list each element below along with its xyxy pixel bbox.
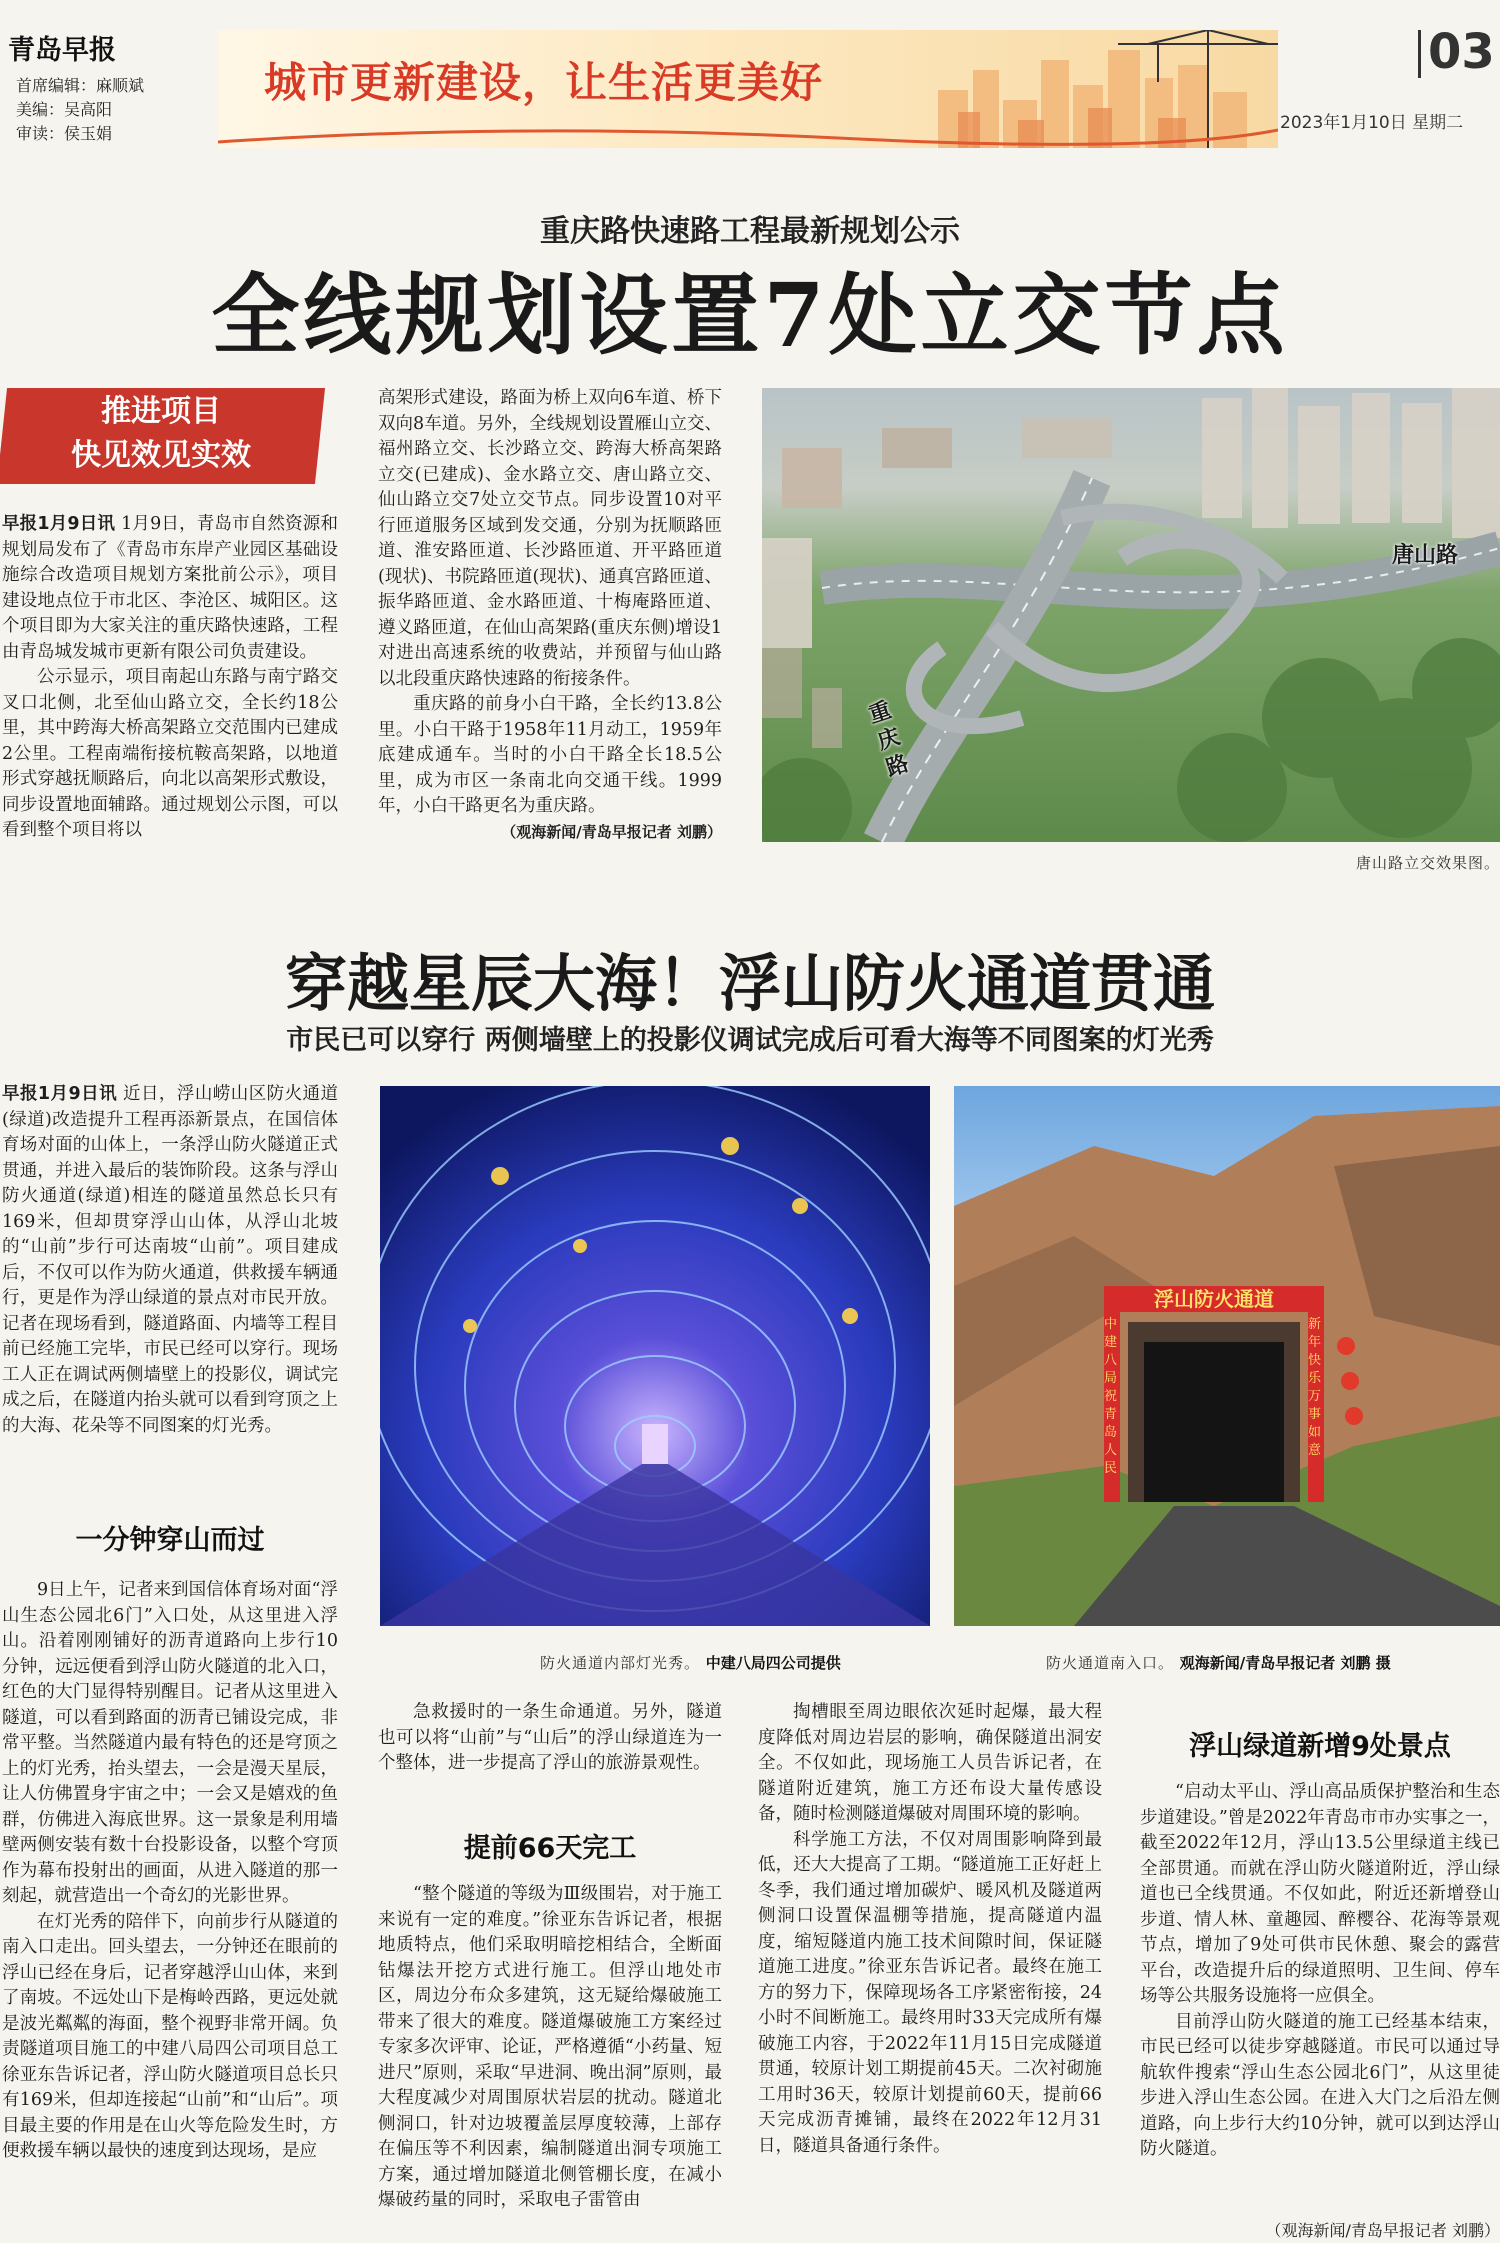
article1-dateline: 早报1月9日讯 [2,514,116,534]
tag-line-1: 推进项目 [101,394,221,429]
page-divider [1418,30,1421,78]
article2-headline: 穿越星辰大海！浮山防火通道贯通 [284,947,1215,1020]
article2-col1-p1: 近日，浮山崂山区防火通道(绿道)改造提升工程再添新景点，在国信体育场对面的山体上，一条浮山防火隧道正式贯通，并进入最后的装饰阶段。这条与浮山防火通道(绿道)相连的隧道虽然总长只有169米，但却贯穿浮山山体，从浮山北坡的“山前”步行可达南坡“山前”。项目建成后，不仅可以作为防火通道，供救援车辆通行，更是作为浮山绿道的景点对市民开放。记者在现场看到，隧道路面、内墙等工程目前已经施工完毕，市民已经可以穿行。现场工人正在调试两侧墙壁上的投影仪，调试完成之后，在隧道内抬头就可以看到穹顶之上的大海、花朵等不同图案的灯光秀。 [2,1084,338,1436]
credit-editor: 首席编辑：麻顺斌 [16,76,145,95]
article2-col1-p3: 在灯光秀的陪伴下，向前步行从隧道的南入口走出。回头望去，一分钟还在眼前的浮山已经在身后，记者穿越浮山山体，来到了南坡。不远处山下是梅岭西路，更远处就是波光粼粼的海面，整个视野非常开阔。负责隧道项目施工的中建八局四公司项目总工徐亚东告诉记者，浮山防火隧道项目总长只有169米，但却连接起“山前”和“山后”。项目最主要的作用是在山火等危险发生时，方便救援车辆以最快的速度到达现场，是应 [2,1911,338,2161]
article2-col2-p1: 急救援时的一条生命通道。另外，隧道也可以将“山前”与“山后”的浮山绿道连为一个整体，进一步提高了浮山的旅游景观性。 [378,1702,722,1773]
section-title-66-days: 提前66天完工 [463,1833,637,1864]
tunnel-photo-caption-text: 防火通道内部灯光秀。 [540,1654,701,1672]
article1-headline: 全线规划设置7处立交节点 [211,263,1289,367]
article1-credit: （观海新闻/青岛早报记者 刘鹏） [501,822,722,841]
tunnel-entrance-photo [954,1086,1500,1626]
tunnel-light-graphic [380,1086,930,1626]
interchange-rendering-photo [762,388,1500,842]
article1-column-2 [378,386,722,882]
tunnel-entrance-graphic [954,1086,1500,1626]
article2-column-2-top [378,1700,722,1804]
article1-col1-p1: 1月9日，青岛市自然资源和规划局发布了《青岛市东岸产业园区基础设施综合改造项目规划方案批前公示》，项目建设地点位于市北区、李沧区、城阳区。这个项目即为大家关注的重庆路快速路，工程由青岛城发城市更新有限公司负责建设。 [2,514,338,662]
article2-col4-p2: 目前浮山防火隧道的施工已经基本结束，市民已经可以徒步穿越隧道。市民可以通过导航软件搜索“浮山生态公园北6门”，从这里徒步进入浮山生态公园。在进入大门之后沿左侧道路，向上步行大约10分钟，就可以到达浮山防火隧道。 [1140,2011,1500,2159]
article2-column-2-bottom [378,1882,722,2243]
banner [218,30,1278,148]
entrance-photo-credit: 观海新闻/青岛早报记者 刘鹏 摄 [1179,1654,1391,1672]
article2-column-3 [758,1700,1102,2243]
gate-left-couplet: 中建八局祝青岛人民 [1104,1317,1118,1476]
article2-col4-p1: “启动太平山、浮山高品质保护整治和生态步道建设。”曾是2022年青岛市市办实事之一，截至2022年12月，浮山13.5公里绿道主线已全部贯通。而就在浮山防火隧道附近，浮山绿道也已全线贯通。不仅如此，附近还新增登山步道、情人林、童趣园、醉樱谷、花海等景观节点，增加了9处可供市民休憩、聚会的露营平台，改造提升后的绿道照明、卫生间、停车场等公共服务设施将一应俱全。 [1140,1782,1500,2006]
article2-col3-p2: 科学施工方法，不仅对周围影响降到最低，还大大提高了工期。“隧道施工正好赶上冬季，我们通过增加碳炉、暖风机及隧道两侧洞口设置保温棚等措施，提高隧道内温度，缩短隧道内施工技术间隙时间，保证隧道施工进度。”徐亚东告诉记者。最终在施工方的努力下，保障现场各工序紧密衔接，24小时不间断施工。最终用时33天完成所有爆破施工内容，于2022年11月15日完成隧道贯通，较原计划工期提前45天。二次衬砌施工用时36天，较原计划提前60天，提前66天完成沥青摊铺，最终在2022年12月31日，隧道具备通行条件。 [758,1829,1102,2156]
label-tangshan-road: 唐山路 [1392,543,1459,568]
article2-credit: （观海新闻/青岛早报记者 刘鹏） [1265,2221,1500,2240]
interchange-graphic [762,388,1500,842]
paper-name: 青岛早报 [8,35,116,66]
article2-dateline: 早报1月9日讯 [2,1084,118,1104]
article1-col1-p2: 公示显示，项目南起山东路与南宁路交叉口北侧，北至仙山路立交，全长约18公里，其中跨海大桥高架路立交范围内已建成2公里。工程南端衔接杭鞍高架路，以地道形式穿越抚顺路后，向北以高架形式敷设，同步设置地面辅路。通过规划公示图，可以看到整个项目将以 [2,667,338,840]
tag-line-2: 快见效见实效 [71,438,251,473]
article1-kicker: 重庆路快速路工程最新规划公示 [540,214,960,249]
tunnel-light-show-photo [380,1086,930,1626]
entrance-photo-caption-text: 防火通道南入口。 [1046,1654,1175,1672]
credit-designer: 美编：吴高阳 [16,100,113,119]
tunnel-photo-credit: 中建八局四公司提供 [705,1654,841,1672]
tunnel-photo-caption [540,1652,841,1673]
article1-col2-p2: 重庆路的前身小白干路，全长约13.8公里。小白干路于1958年11月动工，1959年底建成通车。当时的小白干路全长18.5公里，成为市区一条南北向交通干线。1999年，小白干路更名为重庆路。 [378,694,722,816]
entrance-photo-caption [1046,1652,1391,1673]
section-title-one-minute: 一分钟穿山而过 [75,1525,265,1556]
section-title-nine-scenic-spots: 浮山绿道新增9处景点 [1189,1731,1451,1762]
page-number: 03 [1428,24,1495,80]
article1-col2-p1: 高架形式建设，路面为桥上双向6车道、桥下双向8车道。另外，全线规划设置雁山立交、福州路立交、长沙路立交、跨海大桥高架路立交(已建成)、金水路立交、唐山路立交、仙山路立交7处立交节点。同步设置10对平行匝道服务区域到发交通，分别为抚顺路匝道、淮安路匝道、长沙路匝道、开平路匝道(现状)、书院路匝道(现状)、通真宫路匝道、振华路匝道、金水路匝道、十梅庵路匝道、遵义路匝道，在仙山高架路(重庆东侧)增设1对进出高速系统的收费站，并预留与仙山路以北段重庆路快速路的衔接条件。 [378,388,722,689]
issue-date: 2023年1月10日 星期二 [1280,113,1464,133]
article2-col2-p2: “整个隧道的等级为Ⅲ级围岩，对于施工来说有一定的难度。”徐亚东告诉记者，根据地质特点，他们采取明暗挖相结合，全断面钻爆法开挖方式进行施工。但浮山地处市区，周边分布众多建筑，这无疑给爆破施工带来了很大的难度。隧道爆破施工方案经过专家多次评审、论证，严格遵循“小药量、短进尺”原则，采取“早进洞、晚出洞”原则，最大程度减少对周围原状岩层的扰动。隧道北侧洞口，针对边坡覆盖层厚度较薄，上部存在偏压等不利因素，编制隧道出洞专项施工方案，通过增加隧道北侧管棚长度，在减小爆破药量的同时，采取电子雷管由 [378,1884,722,2210]
article2-col3-p1: 掏槽眼至周边眼依次延时起爆，最大程度降低对周边岩层的影响，确保隧道出洞安全。不仅如此，现场施工人员告诉记者，在隧道附近建筑，施工方还布设大量传感设备，随时检测隧道爆破对周围环境的影响。 [758,1702,1102,1824]
article1-column-1 [2,512,338,882]
credit-reviewer: 审读：侯玉娟 [16,124,113,143]
article2-col1-p2: 9日上午，记者来到国信体育场对面“浮山生态公园北6门”入口处，从这里进入浮山。沿着刚刚铺好的沥青道路向上步行10分钟，远远便看到浮山防火隧道的北入口，红色的大门显得特别醒目。记者从这里进入隧道，可以看到路面的沥青已铺设完成，非常平整。当然隧道内最有特色的还是穹顶之上的灯光秀，抬头望去，一会是漫天星辰，让人仿佛置身宇宙之中；一会又是嬉戏的鱼群，仿佛进入海底世界。这一景象是利用墙壁两侧安装有数十台投影设备，以整个穹顶作为幕布投射出的画面，从进入隧道的那一刻起，就营造出一个奇幻的光影世界。 [2,1580,338,1906]
gate-sign: 浮山防火通道 [1154,1287,1274,1311]
masthead [0,0,1500,150]
interchange-photo-caption: 唐山路立交效果图。 [1355,854,1500,872]
article2-column-1-top [2,1082,338,1492]
gate-right-couplet: 新年快乐 万事如意 [1308,1317,1322,1458]
credits [16,74,144,146]
banner-slogan: 城市更新建设，让生活更美好 [264,58,824,107]
label-chongqing-road: 重庆路 [865,697,912,782]
article2-subhead: 市民已可以穿行 两侧墙壁上的投影仪调试完成后可看大海等不同图案的灯光秀 [286,1025,1214,1056]
section-tag-text [2,390,320,478]
article2-column-4 [1140,1780,1500,2220]
article2-column-1-bottom [2,1578,338,2243]
